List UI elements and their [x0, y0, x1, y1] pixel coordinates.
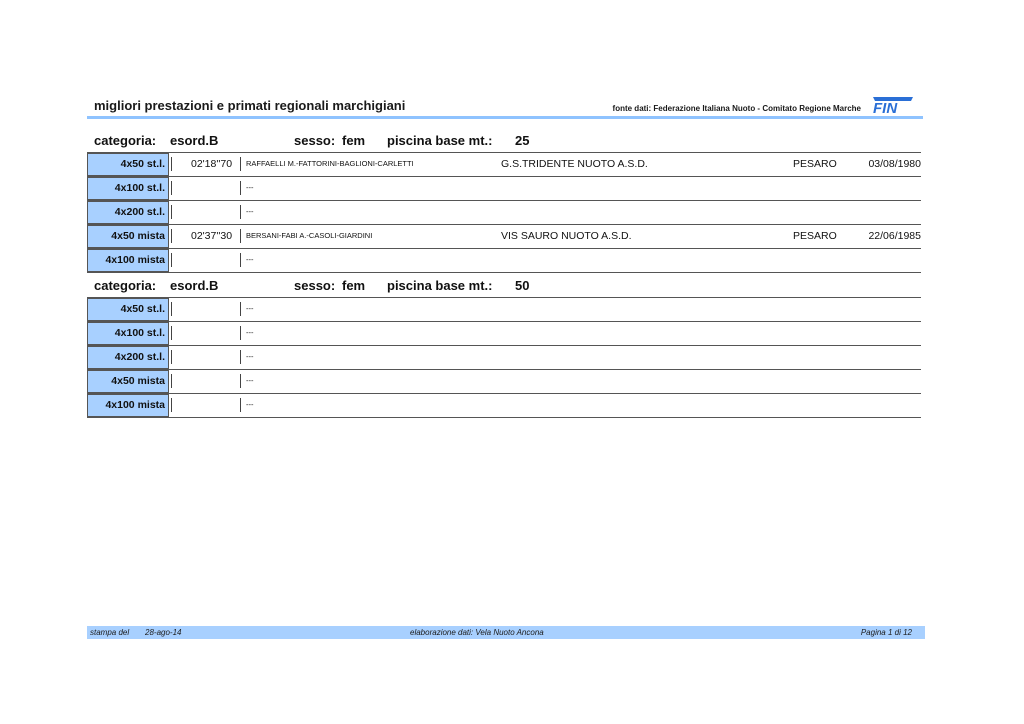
event-label: 4x200 st.l.	[87, 346, 169, 369]
separator	[240, 350, 241, 364]
fin-logo	[869, 95, 915, 115]
page-footer	[87, 626, 925, 639]
athletes: BERSANI-FABI A.-CASOLI-GIARDINI	[246, 231, 373, 240]
elaboration-credit: elaborazione dati: Vela Nuoto Ancona	[410, 628, 544, 637]
separator	[240, 229, 241, 243]
page-number: Pagina 1 di 12	[860, 628, 912, 637]
separator	[171, 326, 172, 340]
category-header-1	[87, 130, 923, 150]
event-label: 4x50 mista	[87, 225, 169, 248]
sesso-value: fem	[342, 133, 366, 148]
athletes: ---	[246, 304, 254, 313]
categoria-value: esord.B	[170, 133, 219, 148]
table-row	[87, 201, 921, 225]
event-label: 4x100 st.l.	[87, 322, 169, 345]
athletes: ---	[246, 376, 254, 385]
society: VIS SAURO NUOTO A.S.D.	[501, 230, 632, 242]
piscina-value: 25	[515, 133, 530, 148]
table-row	[87, 152, 921, 177]
table-row	[87, 249, 921, 273]
separator	[171, 205, 172, 219]
piscina-label: piscina base mt.:	[387, 133, 493, 148]
separator	[171, 302, 172, 316]
separator	[171, 350, 172, 364]
table-row	[87, 297, 921, 322]
header-divider	[87, 116, 923, 119]
separator	[240, 253, 241, 267]
record-time: 02'18''70	[191, 158, 233, 170]
record-date: 22/06/1985	[868, 230, 921, 242]
page-title: migliori prestazioni e primati regionali marchigiani	[94, 98, 406, 113]
table-row	[87, 225, 921, 249]
sesso-value: fem	[342, 278, 366, 293]
athletes: ---	[246, 400, 254, 409]
athletes: ---	[246, 352, 254, 361]
categoria-label: categoria:	[94, 278, 157, 293]
athletes: ---	[246, 207, 254, 216]
table-row	[87, 394, 921, 418]
separator	[240, 398, 241, 412]
table-row	[87, 177, 921, 201]
separator	[240, 302, 241, 316]
event-label: 4x50 st.l.	[87, 153, 169, 176]
piscina-label: piscina base mt.:	[387, 278, 493, 293]
categoria-label: categoria:	[94, 133, 157, 148]
separator	[171, 229, 172, 243]
categoria-value: esord.B	[170, 278, 219, 293]
city: PESARO	[793, 230, 837, 242]
athletes: ---	[246, 183, 254, 192]
sesso-label: sesso:	[294, 133, 336, 148]
event-label: 4x50 mista	[87, 370, 169, 393]
city: PESARO	[793, 158, 837, 170]
sesso-label: sesso:	[294, 278, 336, 293]
separator	[240, 326, 241, 340]
separator	[171, 398, 172, 412]
category-header-2	[87, 275, 923, 295]
print-label: stampa del	[90, 628, 130, 637]
athletes: ---	[246, 255, 254, 264]
event-label: 4x50 st.l.	[87, 298, 169, 321]
athletes: RAFFAELLI M.-FATTORINI-BAGLIONI-CARLETTI	[246, 159, 414, 168]
record-date: 03/08/1980	[868, 158, 921, 170]
event-label: 4x100 mista	[87, 249, 169, 272]
table-row	[87, 346, 921, 370]
separator	[240, 157, 241, 171]
separator	[171, 253, 172, 267]
separator	[171, 374, 172, 388]
society: G.S.TRIDENTE NUOTO A.S.D.	[501, 158, 648, 170]
page-header	[87, 95, 923, 117]
event-label: 4x100 mista	[87, 394, 169, 417]
piscina-value: 50	[515, 278, 530, 293]
separator	[171, 157, 172, 171]
athletes: ---	[246, 328, 254, 337]
logo-text: FIN	[873, 100, 898, 115]
record-time: 02'37''30	[191, 230, 233, 242]
separator	[240, 374, 241, 388]
data-source: fonte dati: Federazione Italiana Nuoto - Comitato Regione Marche	[612, 104, 861, 113]
table-row	[87, 370, 921, 394]
separator	[240, 181, 241, 195]
event-label: 4x100 st.l.	[87, 177, 169, 200]
table-row	[87, 322, 921, 346]
event-label: 4x200 st.l.	[87, 201, 169, 224]
separator	[240, 205, 241, 219]
print-date: 28-ago-14	[145, 628, 182, 637]
separator	[171, 181, 172, 195]
